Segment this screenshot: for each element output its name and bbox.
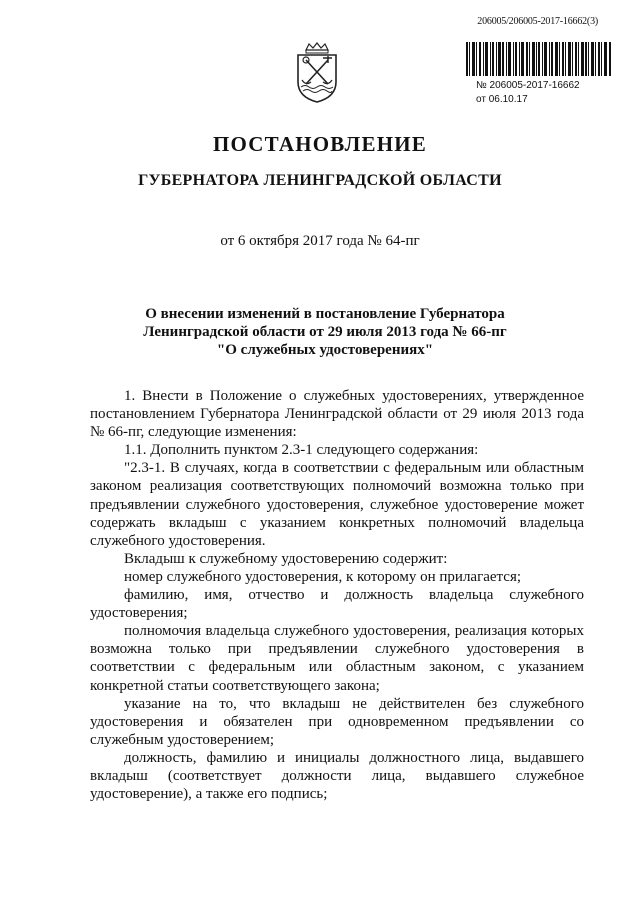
paragraph: "2.3-1. В случаях, когда в соответствии с федеральным или областным законом реализация соответствующих полномочий возможна только при предъявлении служебного удостоверения, служебное удостоверение может содержать вкладыш с указанием конкретных полномочий владельца служебного удостоверения.: [90, 460, 584, 549]
paragraph: 1.1. Дополнить пунктом 2.3-1 следующего содержания:: [124, 442, 479, 459]
document-body: [90, 387, 584, 803]
registry-stamp-top: 206005/206005-2017-16662(3): [477, 16, 598, 27]
paragraph: 1. Внести в Положение о служебных удостоверениях, утвержденное постановлением Губернатора Ленинградской области от 29 июля 2013 года № 66-пг, следующие изменения:: [90, 388, 584, 441]
paragraph: Вкладыш к служебному удостоверению содержит:: [124, 550, 448, 567]
document-date: от 6 октября 2017 года № 64-пг: [220, 233, 420, 249]
paragraph: номер служебного удостоверения, к которому он прилагается;: [124, 568, 522, 585]
paragraph: фамилию, имя, отчество и должность владельца служебного удостоверения;: [90, 587, 584, 622]
paragraph: должность, фамилию и инициалы должностного лица, выдавшего вкладыш (соответствует должности лица, выдавшего служебное удостоверение), а также его подпись;: [90, 749, 584, 803]
subject-line: Ленинградской области от 29 июля 2013 года № 66-пг: [143, 324, 507, 340]
registration-date: от 06.10.17: [476, 94, 528, 105]
document-subject: [90, 305, 560, 359]
barcode-icon: [466, 42, 612, 76]
paragraph: указание на то, что вкладыш не действителен без служебного удостоверения и обязателен при одновременном предъявлении со служебным удостоверением;: [90, 695, 584, 748]
coat-of-arms-icon: [292, 42, 342, 104]
document-issuer: ГУБЕРНАТОРА ЛЕНИНГРАДСКОЙ ОБЛАСТИ: [138, 172, 502, 189]
paragraph: полномочия владельца служебного удостоверения, реализация которых возможна только при предъявлении служебного удостоверения в соответствии с федеральным или областным законом, с указанием конкретной статьи соответствующего закона;: [90, 623, 584, 694]
document-title: ПОСТАНОВЛЕНИЕ: [212, 132, 428, 156]
registration-number: № 206005-2017-16662: [476, 80, 580, 91]
subject-line: О внесении изменений в постановление Губернатора: [145, 306, 505, 322]
subject-line: "О служебных удостоверениях": [216, 342, 434, 358]
